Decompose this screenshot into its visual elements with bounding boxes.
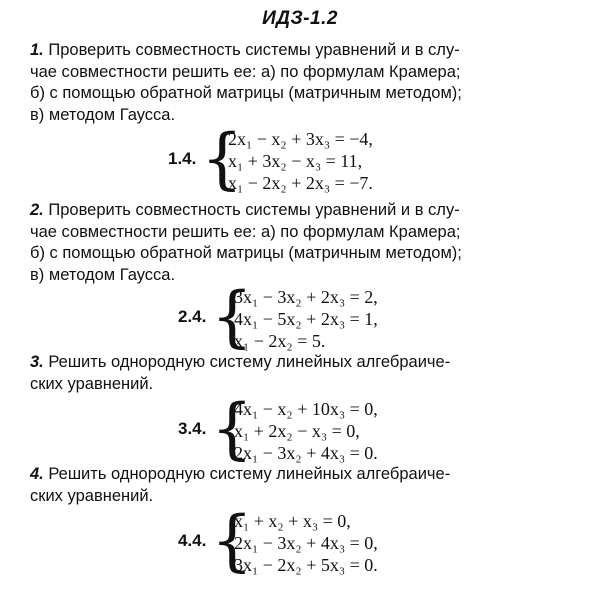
problem-2-line-2: чае совместности решить ее: а) по формулам Крамера; bbox=[30, 222, 461, 241]
problem-4-text bbox=[30, 464, 590, 507]
system-3-4-label: 3.4. bbox=[178, 419, 207, 438]
problem-3-number: 3. bbox=[30, 353, 44, 371]
left-brace-icon: { bbox=[211, 278, 253, 355]
system-1-4-equations bbox=[228, 128, 373, 194]
problem-2-line-3: б) с помощью обратной матрицы (матричным методом); bbox=[30, 244, 462, 262]
problem-4-number: 4. bbox=[30, 465, 44, 483]
equation-2: 2x₁ − 3x₂ + 4x₃ = 0, bbox=[234, 533, 378, 553]
problem-2-text bbox=[30, 200, 590, 286]
problem-3-line-2: ских уравнений. bbox=[30, 374, 154, 393]
equation-3: 3x₁ − 2x₂ + 5x₃ = 0. bbox=[234, 555, 378, 575]
equation-1: 3x₁ − 3x₂ + 2x₃ = 2, bbox=[234, 287, 378, 307]
equation-2: x₁ + 2x₂ − x₃ = 0, bbox=[234, 421, 360, 441]
problem-1-line-4: в) методом Гаусса. bbox=[30, 105, 176, 124]
left-brace-icon: { bbox=[211, 390, 253, 467]
problem-2-line-4: в) методом Гаусса. bbox=[30, 265, 176, 284]
equation-2: x₁ + 3x₂ − x₃ = 11, bbox=[228, 151, 363, 171]
system-4-4-label: 4.4. bbox=[178, 531, 207, 550]
equation-1: 4x₁ − x₂ + 10x₃ = 0, bbox=[234, 399, 378, 419]
page-title: ИДЗ-1.2 bbox=[262, 8, 338, 29]
problem-1-line-2: чае совместности решить ее: а) по формулам Крамера; bbox=[30, 62, 461, 81]
problem-1-line-1: 1. Проверить совместность системы уравнений и в слу- bbox=[30, 41, 460, 59]
system-2-4-equations bbox=[234, 286, 378, 352]
problem-2-line-1: 2. Проверить совместность системы уравнений и в слу- bbox=[30, 201, 460, 219]
equation-2: 4x₁ − 5x₂ + 2x₃ = 1, bbox=[234, 309, 378, 329]
system-3-4-equations bbox=[234, 398, 378, 464]
equation-1: 2x₁ − x₂ + 3x₃ = −4, bbox=[228, 129, 373, 149]
problem-3-line-1: 3. Решить однородную систему линейных алгебраиче- bbox=[30, 353, 451, 371]
equation-3: x₁ − 2x₂ = 5. bbox=[234, 331, 326, 351]
problem-1-text bbox=[30, 40, 590, 126]
problem-1-number: 1. bbox=[30, 41, 44, 59]
system-2-4-label: 2.4. bbox=[178, 307, 207, 326]
problem-2-number: 2. bbox=[30, 201, 44, 219]
system-4-4-equations bbox=[234, 510, 378, 576]
left-brace-icon: { bbox=[211, 502, 253, 579]
problem-3-text bbox=[30, 352, 590, 395]
equation-1: x₁ + x₂ + x₃ = 0, bbox=[234, 511, 351, 531]
problem-1-line-3: б) с помощью обратной матрицы (матричным методом); bbox=[30, 84, 462, 102]
system-1-4-label: 1.4. bbox=[168, 149, 197, 168]
problem-4-line-2: ских уравнений. bbox=[30, 486, 154, 505]
problem-4-line-1: 4. Решить однородную систему линейных алгебраиче- bbox=[30, 465, 451, 483]
left-brace-icon: { bbox=[201, 120, 243, 197]
equation-3: x₁ − 2x₂ + 2x₃ = −7. bbox=[228, 173, 373, 193]
equation-3: 2x₁ − 3x₂ + 4x₃ = 0. bbox=[234, 443, 378, 463]
